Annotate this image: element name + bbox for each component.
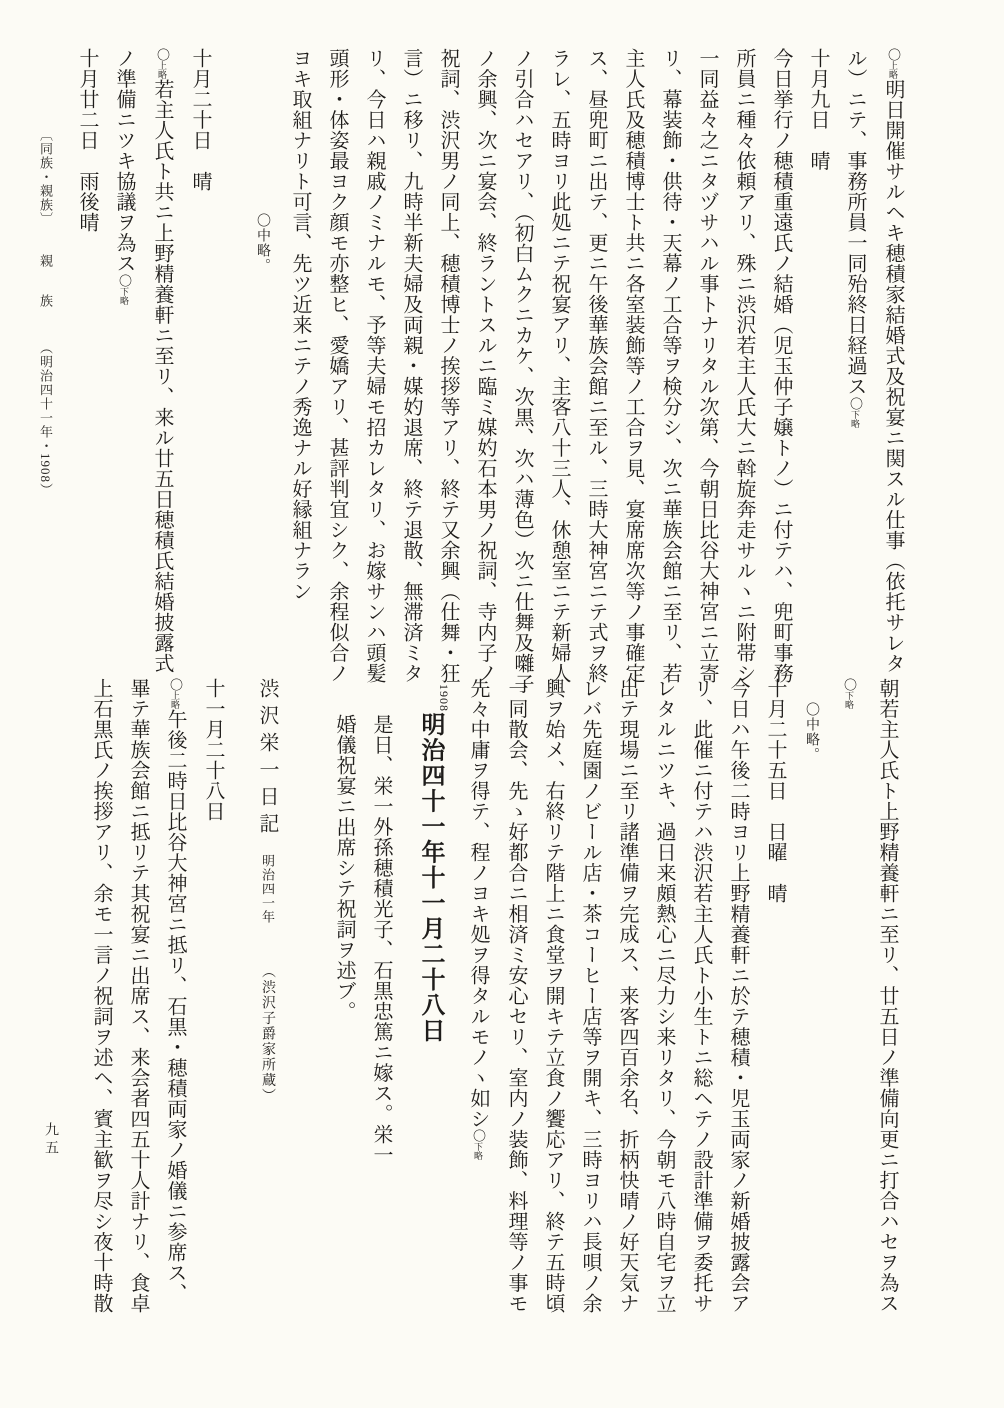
column-text: 十月廿二日 雨後晴 <box>76 48 98 233</box>
column-text: レタルニツキ、過日来頗熱心ニ尽力シ来リタリ、今朝モ八時自宅ヲ立 <box>653 678 675 1314</box>
date-line <box>194 678 231 1388</box>
text-line <box>688 48 725 708</box>
column-text: ヨキ取組ナリト可言、先ツ近来ニテノ秀逸ナル好縁組ナラン <box>289 48 311 602</box>
column-text: 頭形・体姿最ヨク顔モ亦整ヒ、愛嬌アリ、甚評判宜シク、余程似合ノ <box>326 48 348 684</box>
source-title: 渋沢栄一日記 <box>256 678 278 840</box>
source-owner: （渋沢子爵家所蔵） <box>260 964 275 1104</box>
text-line <box>874 48 912 708</box>
text-line <box>608 678 645 1388</box>
column-text: リ、今日ハ親戚ノミナルモ、予等夫婦モ招カレタリ、お嫁サンハ頭髪 <box>363 48 385 684</box>
text-line <box>392 48 429 708</box>
omission-label: 上略 <box>157 61 167 79</box>
omission-mark-joryaku <box>164 678 186 709</box>
column-text: 午後二時日比谷大神宮ニ抵リ、石黒・穂積両家ノ婚儀ニ参席ス、 <box>164 709 186 1304</box>
text-line <box>534 678 571 1388</box>
source-attribution <box>247 678 287 1388</box>
circle-glyph: 〇 <box>471 1129 486 1142</box>
margin-section-label: 〔同族・親族〕 <box>38 128 53 226</box>
text-line <box>571 678 608 1388</box>
text-line <box>281 48 318 708</box>
column-text: ノ準備ニツキ協議ヲ為ス <box>113 48 135 274</box>
column-text: 〇中略。 <box>255 213 270 273</box>
marker-line <box>830 678 868 1388</box>
text-line <box>503 48 540 708</box>
column-text: 十月九日 晴 <box>807 48 829 171</box>
circle-glyph: 〇 <box>168 678 183 691</box>
date-heading <box>409 678 451 1388</box>
text-line <box>82 678 119 1388</box>
column-text: ス、昼兜町ニ出テ、更ニ午後華族会館ニ至ル、三時大神宮ニテ式ヲ終 <box>585 48 607 684</box>
text-line <box>156 678 194 1388</box>
circle-glyph: 〇 <box>842 678 857 691</box>
page-number: 九五 <box>43 1122 58 1158</box>
circle-glyph: 〇 <box>848 396 863 410</box>
text-line <box>318 48 355 708</box>
date-line <box>181 48 218 708</box>
omission-label: 下略 <box>844 691 854 709</box>
text-line <box>762 48 799 708</box>
column-text: ラレ、五時ヨリ此処ニテ祝宴アリ、主客八十三人、休憩室ニテ新婦人 <box>548 48 570 684</box>
column-text: 十月二十日 晴 <box>189 48 211 192</box>
margin-header <box>36 128 55 497</box>
omission-mark-joryaku <box>151 48 173 79</box>
text-line <box>577 48 614 708</box>
column-text: 祝詞、渋沢男ノ同上、穂積博士ノ挨拶等アリ、終テ又余興（仕舞・狂 <box>437 48 459 684</box>
column-text: 主人氏及穂積博士ト共ニ各室装飾等ノ工合ヲ見、宴席席次等ノ事確定 <box>622 48 644 684</box>
circle-glyph: 〇 <box>117 273 132 287</box>
column-text: 今日挙行ノ穂積重遠氏ノ結婚（児玉仲子嬢トノ）ニ付テハ、兜町事務 <box>770 48 792 684</box>
text-line <box>143 48 181 708</box>
text-line <box>325 678 362 1388</box>
omission-mark-geryaku <box>467 1129 489 1160</box>
omission-label: 下略 <box>473 1142 483 1160</box>
text-line <box>682 678 719 1388</box>
text-line <box>645 678 682 1388</box>
column-text: 一同益々之ニタヅサハル事トナリタル次第、今朝日比谷大神宮ニ立寄 <box>696 48 718 684</box>
text-line <box>497 678 534 1388</box>
circle-glyph: 〇 <box>886 48 901 61</box>
column-text: ノ引合ハセアリ、（初白ムクニカケ、次黒、次ハ薄色）次ニ仕舞及囃子 <box>511 48 533 694</box>
omission-label: 下略 <box>119 286 129 305</box>
western-year-annotation: 1908 <box>437 684 451 712</box>
column-text: 一同散会、先ゝ好都合ニ相済ミ安心セリ、室内ノ装飾、料理等ノ事モ <box>505 678 527 1314</box>
column-text: リ、此催ニ付テハ渋沢若主人氏ト小生トニ総ヘテノ設計準備ヲ委托サ <box>690 678 712 1314</box>
text-line <box>836 48 874 708</box>
column-text: 畢テ華族会館ニ抵リテ其祝宴ニ出席ス、来会者四五十人計ナリ、食卓 <box>127 678 149 1314</box>
omission-mark-churyaku <box>244 48 281 708</box>
text-line <box>725 48 762 708</box>
column-text: 朝若主人氏ト上野精養軒ニ至リ、廿五日ノ準備向更ニ打合ハセヲ為ス <box>876 678 898 1314</box>
omission-mark-geryaku <box>113 274 135 305</box>
date-line <box>799 48 836 708</box>
column-text: 〇中略。 <box>804 702 819 762</box>
date-line <box>68 48 105 708</box>
column-text: 所員ニ種々依頼アリ、殊ニ渋沢若主人氏大ニ斡旋奔走サルヽニ附帯シ <box>733 48 755 684</box>
text-line <box>355 48 392 708</box>
omission-label: 下略 <box>850 409 860 428</box>
text-line <box>651 48 688 708</box>
omission-mark-geryaku <box>844 397 866 428</box>
column-text: 出テ現場ニ至リ諸準備ヲ完成ス、来客四百余名、折柄快晴ノ好天気ナ <box>616 678 638 1314</box>
column-text: リ、幕装飾・供待・天幕ノ工合等ヲ検分シ、次ニ華族会館ニ至リ、若 <box>659 48 681 684</box>
margin-year-label: （明治四十一年・1908） <box>38 340 53 497</box>
column-text: 若主人氏ト共ニ上野精養軒ニ至リ、来ル廿五日穂積氏結婚披露式 <box>151 79 173 674</box>
source-year: 明治四一年 <box>260 854 275 924</box>
text-line <box>540 48 577 708</box>
column-text: 先々中庸ヲ得テ、程ノヨキ処ヲ得タルモノヽ如シ <box>467 678 489 1129</box>
text-line <box>105 48 143 708</box>
omission-label: 上略 <box>888 61 898 79</box>
column-text: 今日ハ午後二時ヨリ上野精養軒ニ於テ穂積・児玉両家ノ新婚披露会ア <box>727 678 749 1314</box>
column-text: 是日、栄一外孫穂積光子、石黒忠篤ニ嫁ス。栄一 <box>370 714 392 1165</box>
text-line <box>362 678 399 1388</box>
margin-subsection-label: 親 族 <box>38 254 53 315</box>
column-text: 興ヲ始メ、右終リテ階上ニ食堂ヲ開キテ立食ノ饗応アリ、終テ五時頃 <box>542 678 564 1314</box>
circle-glyph: 〇 <box>155 48 170 61</box>
column-text: 明日開催サルヘキ穂積家結婚式及祝宴ニ関スル仕事（依托サレタ <box>882 79 904 674</box>
column-text: ノ余興、次ニ宴会、終ラントスルニ臨ミ媒妁石本男ノ祝詞、寺内子ノ <box>474 48 496 684</box>
column-text: 明治四十一年十一月二十八日 <box>417 712 443 1044</box>
text-line <box>459 678 497 1388</box>
omission-mark-geryaku <box>838 678 860 709</box>
column-text: 言）ニ移リ、九時半新夫婦及両親・媒妁退席、終テ退散、無滞済ミタ <box>400 48 422 684</box>
column-text: ル）ニテ、事務所員一同殆終日経過ス <box>844 48 866 397</box>
text-line <box>119 678 156 1388</box>
text-line <box>719 678 756 1388</box>
column-text: レバ先庭園ノビール店・茶コーヒー店等ヲ開キ、三時ヨリハ長唄ノ余 <box>579 678 601 1314</box>
bottom-block <box>63 678 905 1388</box>
text-line <box>868 678 905 1388</box>
omission-mark-joryaku <box>882 48 904 79</box>
text-line <box>466 48 503 708</box>
column-text: 婚儀祝宴ニ出席シテ祝詞ヲ述ブ。 <box>333 714 355 1022</box>
omission-mark-churyaku <box>793 678 830 1388</box>
omission-label: 上略 <box>170 691 180 709</box>
column-text: 十月二十五日 日曜 晴 <box>764 678 786 904</box>
text-line <box>614 48 651 708</box>
column-text: 上石黒氏ノ挨拶アリ、余モ一言ノ祝詞ヲ述ヘ、賓主歓ヲ尽シ夜十時散 <box>90 678 112 1314</box>
top-block <box>60 48 912 708</box>
date-line <box>756 678 793 1388</box>
column-text: 十一月二十八日 <box>202 678 224 822</box>
text-line <box>429 48 466 708</box>
